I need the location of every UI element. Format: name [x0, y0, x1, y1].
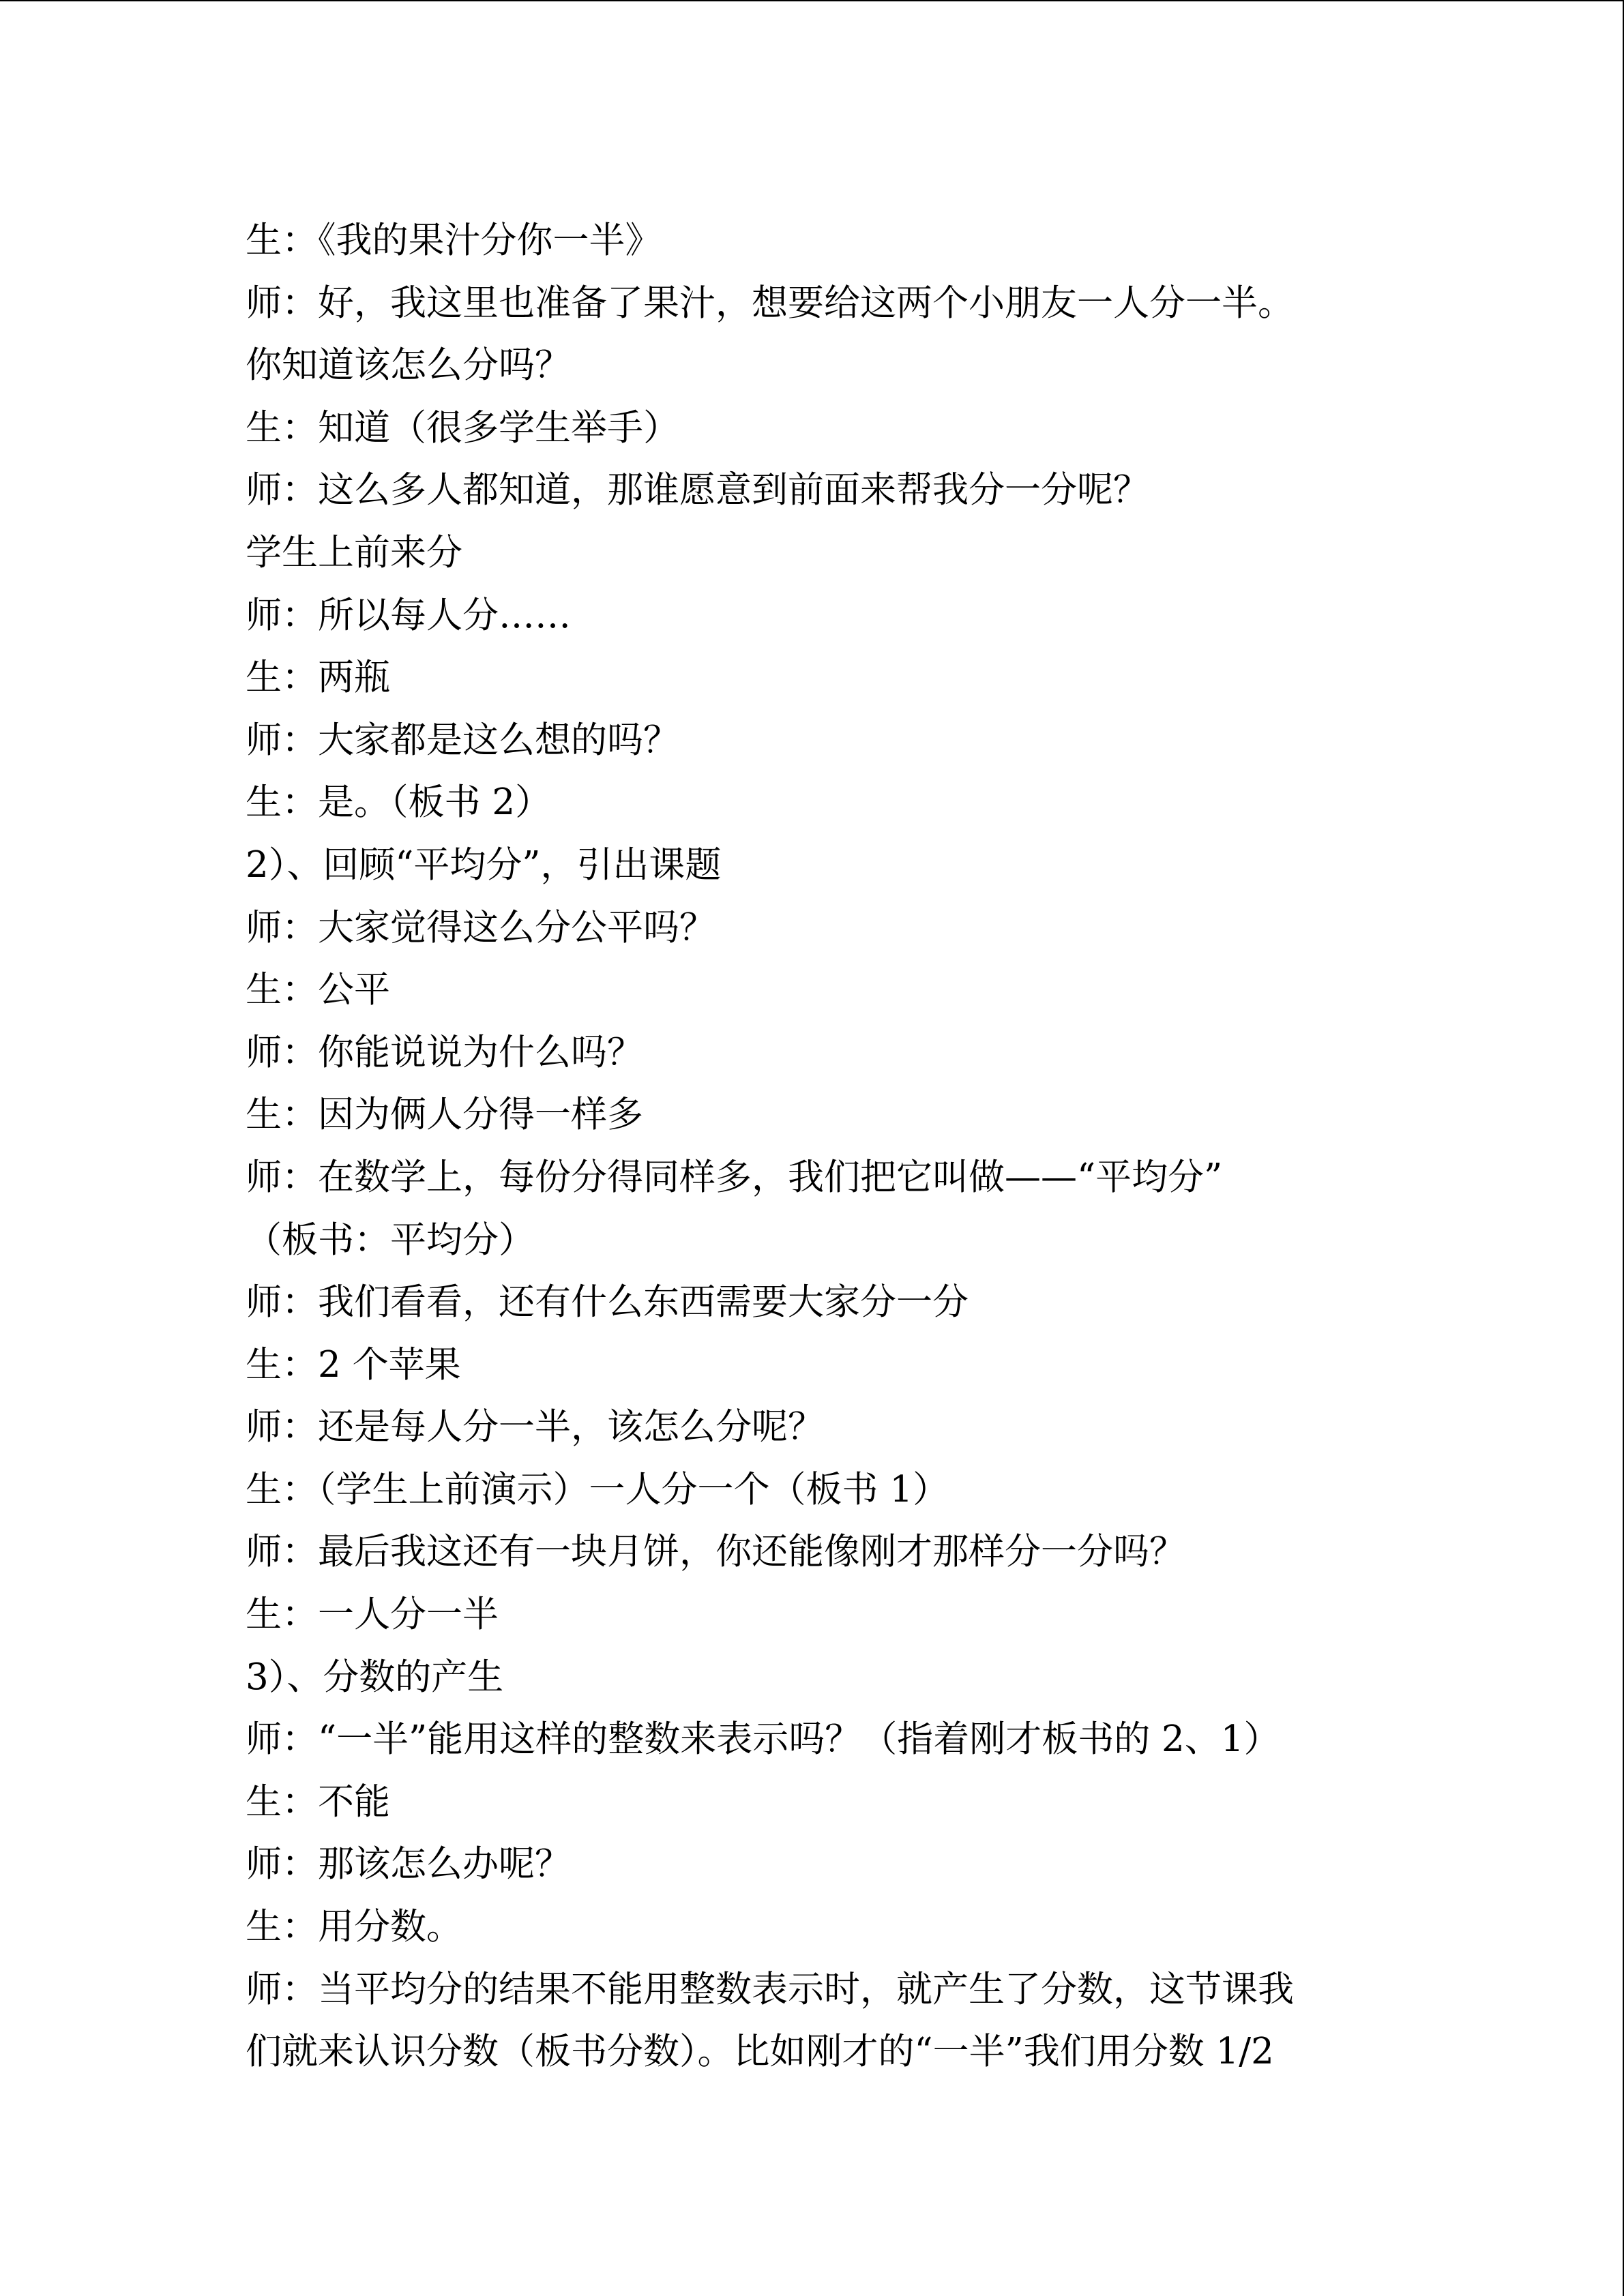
text-line: 生：一人分一半	[246, 1594, 499, 1636]
text-line: 们就来认识分数（板书分数）。比如刚才的“一半”我们用分数 1/2	[246, 2031, 1274, 2073]
text-line: 生：用分数。	[246, 1906, 462, 1948]
text-line: 师：那该怎么办呢？	[246, 1843, 571, 1885]
text-line: 你知道该怎么分吗？	[246, 344, 571, 387]
text-line: 师：在数学上，每份分得同样多，我们把它叫做——“平均分”	[246, 1156, 1223, 1198]
text-line: 生：是。（板书 2）	[246, 781, 552, 824]
text-line: 师：所以每人分……	[246, 594, 571, 636]
text-line: 师：最后我这还有一块月饼，你还能像刚才那样分一分吗？	[246, 1531, 1185, 1573]
text-line: 师：还是每人分一半，该怎么分呢？	[246, 1406, 824, 1448]
text-line: 师：你能说说为什么吗？	[246, 1031, 643, 1073]
text-line: 生：公平	[246, 969, 390, 1011]
text-line: 师：大家都是这么想的吗？	[246, 719, 679, 761]
text-line: 3）、分数的产生	[246, 1656, 504, 1698]
text-line: 师：这么多人都知道，那谁愿意到前面来帮我分一分呢？	[246, 469, 1149, 511]
text-line: 生：《我的果汁分你一半》	[246, 220, 662, 261]
text-line: 生：2 个苹果	[246, 1343, 461, 1386]
text-line: （板书：平均分）	[246, 1219, 535, 1261]
text-line: 师：好，我这里也准备了果汁，想要给这两个小朋友一人分一半。	[246, 282, 1294, 324]
text-line: 生：两瓶	[246, 657, 390, 699]
text-line: 师：大家觉得这么分公平吗？	[246, 906, 715, 949]
text-line: 生：知道（很多学生举手）	[246, 406, 679, 449]
text-line: 学生上前来分	[246, 531, 462, 573]
text-line: 生：不能	[246, 1780, 390, 1823]
text-line: 师：当平均分的结果不能用整数表示时，就产生了分数，这节课我	[246, 1968, 1294, 2010]
document-body	[246, 209, 1391, 2083]
text-line: 2）、回顾“平均分”，引出课题	[246, 844, 722, 886]
text-line: 师：我们看看，还有什么东西需要大家分一分	[246, 1281, 969, 1324]
text-line: 生：（学生上前演示）一人分一个（板书 1）	[246, 1468, 949, 1510]
text-line: 生：因为俩人分得一样多	[246, 1094, 643, 1136]
text-line: 师：“一半”能用这样的整数来表示吗？（指着刚才板书的 2、1）	[246, 1718, 1280, 1761]
